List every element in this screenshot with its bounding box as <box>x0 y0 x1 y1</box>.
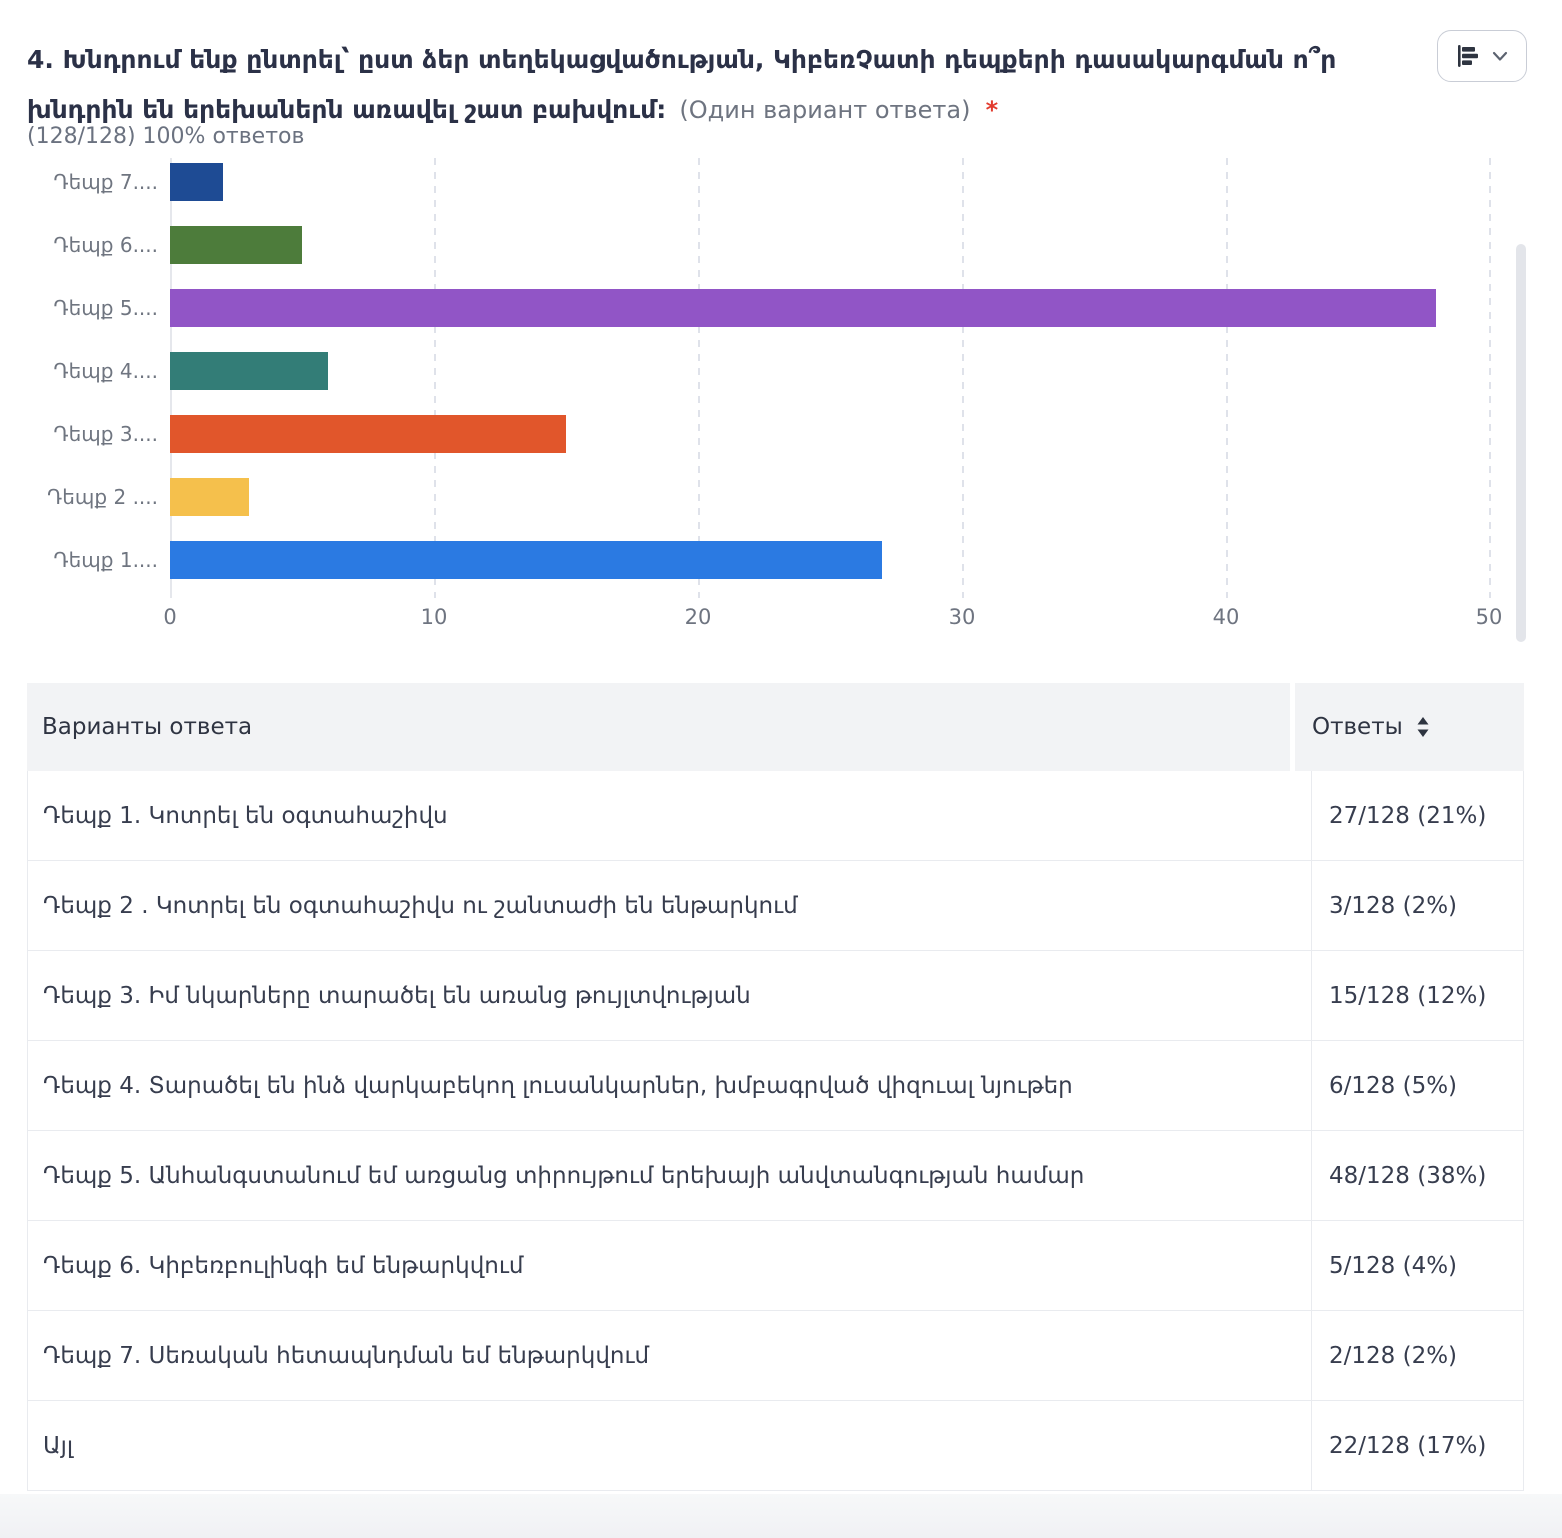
table-row <box>28 771 1523 861</box>
table-row <box>28 1041 1523 1131</box>
table-row <box>28 1401 1523 1491</box>
y-axis-label: Դեպք 3.... <box>53 422 158 446</box>
response-count-cell: 3/128 (2%) <box>1311 861 1523 950</box>
required-asterisk: * <box>985 96 999 124</box>
table-row <box>28 861 1523 951</box>
x-tick-label: 10 <box>420 605 448 629</box>
answer-option-cell: Դեպք 1. Կոտրել են օգտահաշիվս <box>43 802 448 829</box>
x-tick-label: 50 <box>1475 605 1503 629</box>
answer-option-cell: Դեպք 5. Անհանգստանում եմ առցանց տիրույթում երեխայի անվտանգության համար <box>43 1162 1085 1189</box>
bar-depq-2 <box>170 478 249 516</box>
results-table <box>27 683 1524 1491</box>
y-axis-label: Դեպք 1.... <box>53 548 158 572</box>
answer-option-cell: Դեպք 7. Սեռական հետապնդման եմ ենթարկվում <box>43 1342 650 1369</box>
table-body <box>27 771 1524 1491</box>
card-bottom-shadow <box>0 1494 1562 1538</box>
answer-option-cell: Դեպք 6. Կիբեռբուլինգի եմ ենթարկվում <box>43 1252 524 1279</box>
bar-chart <box>27 158 1530 658</box>
response-count-cell: 22/128 (17%) <box>1311 1401 1523 1490</box>
response-count-cell: 15/128 (12%) <box>1311 951 1523 1040</box>
bar-depq-7 <box>170 163 223 201</box>
bar-depq-5 <box>170 289 1436 327</box>
x-tick-label: 40 <box>1212 605 1240 629</box>
response-count-cell: 6/128 (5%) <box>1311 1041 1523 1130</box>
bar-depq-3 <box>170 415 566 453</box>
table-header-row <box>27 683 1524 771</box>
bar-depq-6 <box>170 226 302 264</box>
y-axis-label: Դեպք 4.... <box>53 359 158 383</box>
responses-column-label: Ответы <box>1312 714 1403 740</box>
x-tick-label: 30 <box>948 605 976 629</box>
sort-arrows-icon[interactable] <box>1416 716 1430 738</box>
x-tick-label: 0 <box>163 605 177 629</box>
answer-option-cell: Դեպք 2 . Կոտրել են օգտահաշիվս ու շանտաժի են ենթարկում <box>43 892 798 919</box>
y-axis-label: Դեպք 6.... <box>53 233 158 257</box>
table-row <box>28 951 1523 1041</box>
table-row <box>28 1131 1523 1221</box>
answer-option-cell: Այլ <box>43 1432 74 1459</box>
responses-column-header[interactable] <box>1295 683 1524 771</box>
chevron-down-icon <box>1490 46 1510 66</box>
response-count-cell: 2/128 (2%) <box>1311 1311 1523 1400</box>
response-count-cell: 27/128 (21%) <box>1311 771 1523 860</box>
response-count-cell: 5/128 (4%) <box>1311 1221 1523 1310</box>
horizontal-bar-chart-icon <box>1455 43 1481 69</box>
answers-column-header: Варианты ответа <box>27 683 1290 771</box>
answer-option-cell: Դեպք 4. Տարածել են ինձ վարկաբեկող լուսանկարներ, խմբագրված վիզուալ նյութեր <box>43 1072 1073 1099</box>
bar-depq-1 <box>170 541 882 579</box>
question-header <box>27 36 1367 136</box>
response-stats: (128/128) 100% ответов <box>27 124 305 149</box>
bar-depq-4 <box>170 352 328 390</box>
x-tick-label: 20 <box>684 605 712 629</box>
table-row <box>28 1221 1523 1311</box>
response-count-cell: 48/128 (38%) <box>1311 1131 1523 1220</box>
chart-type-button[interactable] <box>1437 30 1527 82</box>
y-axis-label: Դեպք 2 .... <box>47 485 158 509</box>
y-axis-label: Դեպք 5.... <box>53 296 158 320</box>
answer-option-cell: Դեպք 3. Իմ նկարները տարածել են առանց թույլտվության <box>43 982 751 1009</box>
table-row <box>28 1311 1523 1401</box>
question-title: 4. Խնդրում ենք ընտրել՝ ըստ ձեր տեղեկացվածության, ԿիբեռՉատի դեպքերի դասակարգման ո՞ր խնդրին են երեխաներն առավել շատ բախվում: <box>27 45 1337 124</box>
question-type-label: (Один вариант ответа) <box>679 96 971 124</box>
y-axis-label: Դեպք 7.... <box>53 170 158 194</box>
